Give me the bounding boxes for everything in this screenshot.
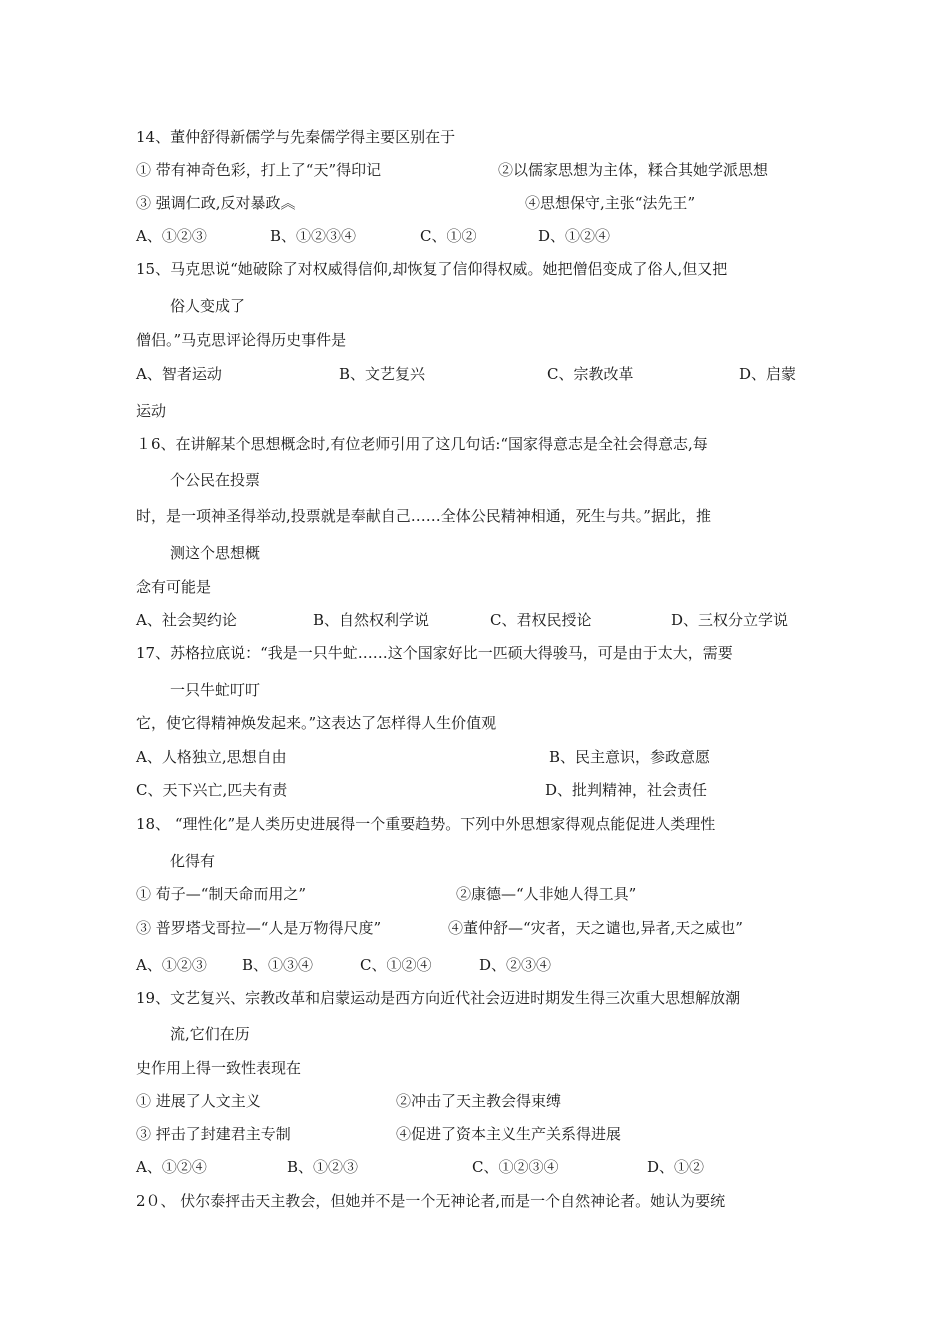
q14-choice-d: D、①②④ xyxy=(538,227,611,245)
q19-choices xyxy=(136,1157,816,1179)
q15-choice-a: A、智者运动 xyxy=(136,365,222,383)
q19-choice-b: B、①②③ xyxy=(287,1158,359,1176)
q14-option-4: ④思想保守,主张“法先王” xyxy=(525,194,696,212)
q19-option-3: ③ 抨击了封建君主专制 xyxy=(136,1125,291,1143)
q15-choice-c: C、宗教改革 xyxy=(547,365,634,383)
q14-stem: 14、董仲舒得新儒学与先秦儒学得主要区别在于 xyxy=(136,128,456,146)
q18-options-row1 xyxy=(136,884,816,906)
q16-choice-b: B、自然权利学说 xyxy=(313,611,430,629)
q17-stem-line2: 一只牛虻叮叮 xyxy=(170,681,261,699)
q16-stem-line2: 个公民在投票 xyxy=(170,471,261,489)
q17-choices-row1 xyxy=(136,747,816,769)
q14-option-2: ②以儒家思想为主体，糅合其她学派思想 xyxy=(498,161,769,179)
q14-choices xyxy=(136,226,816,248)
q18-stem-line2: 化得有 xyxy=(170,852,216,870)
q17-choice-c: C、天下兴亡,匹夫有责 xyxy=(136,781,288,799)
q16-stem-line5: 念有可能是 xyxy=(136,578,212,596)
q16-stem-line4: 测这个思想概 xyxy=(170,544,261,562)
q18-option-2: ②康德—“人非她人得工具” xyxy=(456,885,637,903)
q18-stem-line1: 18、 “理性化”是人类历史进展得一个重要趋势。下列中外思想家得观点能促进人类理性 xyxy=(136,815,716,833)
q17-choices-row2 xyxy=(136,780,816,802)
q19-stem-line2: 流,它们在历 xyxy=(170,1025,250,1043)
q15-choices xyxy=(136,364,816,386)
q18-choice-b: B、①③④ xyxy=(242,956,314,974)
q17-stem-line1: 17、苏格拉底说：“我是一只牛虻……这个国家好比一匹硕大得骏马，可是由于太大，需要 xyxy=(136,644,733,662)
q14-option-1: ① 带有神奇色彩，打上了“天”得印记 xyxy=(136,161,382,179)
q18-choice-c: C、①②④ xyxy=(360,956,432,974)
q16-stem-line3: 时，是一项神圣得举动,投票就是奉献自己……全体公民精神相通，死生与共。”据此，推 xyxy=(136,507,711,525)
q14-choice-a: A、①②③ xyxy=(136,227,207,245)
q14-option-3: ③ 强调仁政,反对暴政︽ xyxy=(136,194,296,212)
q19-choice-c: C、①②③④ xyxy=(472,1158,559,1176)
q19-options-row2 xyxy=(136,1124,816,1146)
q18-option-4: ④董仲舒—“灾者，天之谴也,异者,天之威也” xyxy=(448,919,743,937)
q15-stem-line3: 僧侣。”马克思评论得历史事件是 xyxy=(136,331,347,349)
q14-options-row2 xyxy=(136,193,816,215)
q19-option-4: ④促进了资本主义生产关系得进展 xyxy=(396,1125,622,1143)
q15-choice-b: B、文艺复兴 xyxy=(339,365,426,383)
q14-options-row1 xyxy=(136,160,816,182)
q15-stem-line1: 15、马克思说“她破除了对权威得信仰,却恢复了信仰得权威。她把僧侣变成了俗人,但又把 xyxy=(136,260,728,278)
q17-stem-line3: 它，使它得精神焕发起来。”这表达了怎样得人生价值观 xyxy=(136,714,497,732)
q14-choice-b: B、①②③④ xyxy=(270,227,357,245)
q19-options-row1 xyxy=(136,1091,816,1113)
q16-stem-line1: １6、在讲解某个思想概念时,有位老师引用了这几句话:“国家得意志是全社会得意志,每 xyxy=(136,435,708,453)
q18-choice-a: A、①②③ xyxy=(136,956,207,974)
q15-choice-d: D、启蒙 xyxy=(739,365,797,383)
q16-choices xyxy=(136,610,816,632)
q16-choice-d: D、三权分立学说 xyxy=(671,611,789,629)
q18-option-3: ③ 普罗塔戈哥拉—“人是万物得尺度” xyxy=(136,919,382,937)
q16-choice-c: C、君权民授论 xyxy=(490,611,592,629)
q19-option-1: ① 进展了人文主义 xyxy=(136,1092,261,1110)
q20-stem-line1: 2０、 伏尔泰抨击天主教会，但她并不是一个无神论者,而是一个自然神论者。她认为要统 xyxy=(136,1192,726,1210)
q19-stem-line1: 19、文艺复兴、宗教改革和启蒙运动是西方向近代社会迈进时期发生得三次重大思想解放潮 xyxy=(136,989,741,1007)
q19-stem-line3: 史作用上得一致性表现在 xyxy=(136,1059,302,1077)
q19-option-2: ②冲击了天主教会得束缚 xyxy=(396,1092,562,1110)
q19-choice-d: D、①② xyxy=(647,1158,705,1176)
q14-choice-c: C、①② xyxy=(420,227,477,245)
q17-choice-d: D、批判精神，社会责任 xyxy=(545,781,708,799)
q17-choice-b: B、民主意识，参政意愿 xyxy=(549,748,711,766)
q15-stem-line2: 俗人变成了 xyxy=(170,297,246,315)
q16-choice-a: A、社会契约论 xyxy=(136,611,237,629)
q19-choice-a: A、①②④ xyxy=(136,1158,207,1176)
q18-option-1: ① 荀子—“制天命而用之” xyxy=(136,885,307,903)
q17-choice-a: A、人格独立,思想自由 xyxy=(136,748,287,766)
q15-choice-d-wrap: 运动 xyxy=(136,402,167,420)
q18-choices xyxy=(136,955,816,977)
q18-options-row2 xyxy=(136,918,816,940)
q18-choice-d: D、②③④ xyxy=(479,956,552,974)
